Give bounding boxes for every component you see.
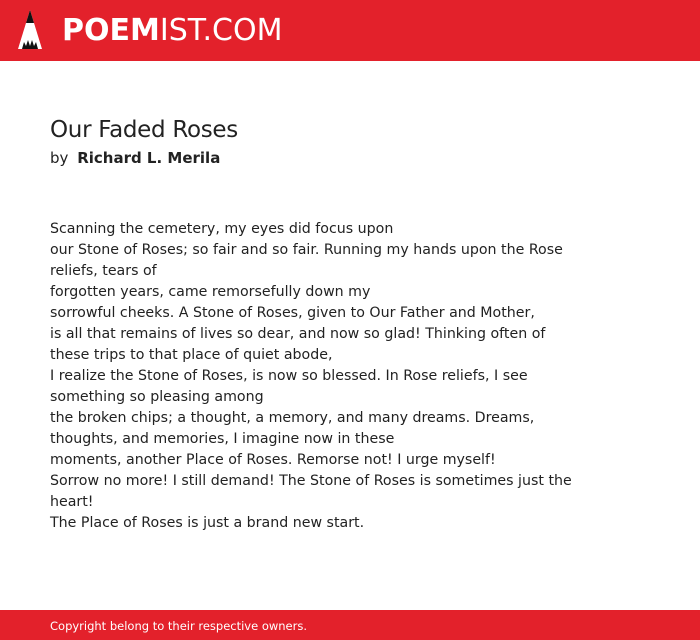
poem-body <box>50 219 595 534</box>
poem-line: the broken chips; a thought, a memory, and many dreams. Dreams, thoughts, and memories, I imagine now in these <box>50 410 535 447</box>
copyright-notice: Copyright belong to their respective owners. <box>50 619 308 633</box>
poem-line: sorrowful cheeks. A Stone of Roses, given to Our Father and Mother, <box>50 305 535 321</box>
poem-line: these trips to that place of quiet abode, <box>50 347 333 363</box>
poem-line: I realize the Stone of Roses, is now so blessed. In Rose reliefs, I see something so pleasing among <box>50 368 528 405</box>
poem-line: moments, another Place of Roses. Remorse not! I urge myself! <box>50 452 496 468</box>
poem-line: our Stone of Roses; so fair and so fair. Running my hands upon the Rose reliefs, tears of <box>50 242 563 279</box>
logo-text-light: IST.COM <box>159 13 283 48</box>
logo-text-strong: POEM <box>62 13 160 48</box>
byline <box>50 149 220 167</box>
poem-line: forgotten years, came remorsefully down my <box>50 284 371 300</box>
poem-line: Scanning the cemetery, my eyes did focus upon <box>50 221 394 237</box>
poem-title: Our Faded Roses <box>50 117 238 143</box>
poem-line: is all that remains of lives so dear, and now so glad! Thinking often of <box>50 326 546 342</box>
poem-line: Sorrow no more! I still demand! The Stone of Roses is sometimes just the heart! <box>50 473 572 510</box>
site-footer <box>0 610 700 640</box>
by-label: by <box>50 149 69 167</box>
poem-line: The Place of Roses is just a brand new start. <box>50 515 365 531</box>
author-link[interactable]: Richard L. Merila <box>77 149 221 167</box>
pencil-icon[interactable] <box>17 9 43 51</box>
site-header <box>0 0 700 61</box>
site-logo[interactable] <box>62 11 282 51</box>
